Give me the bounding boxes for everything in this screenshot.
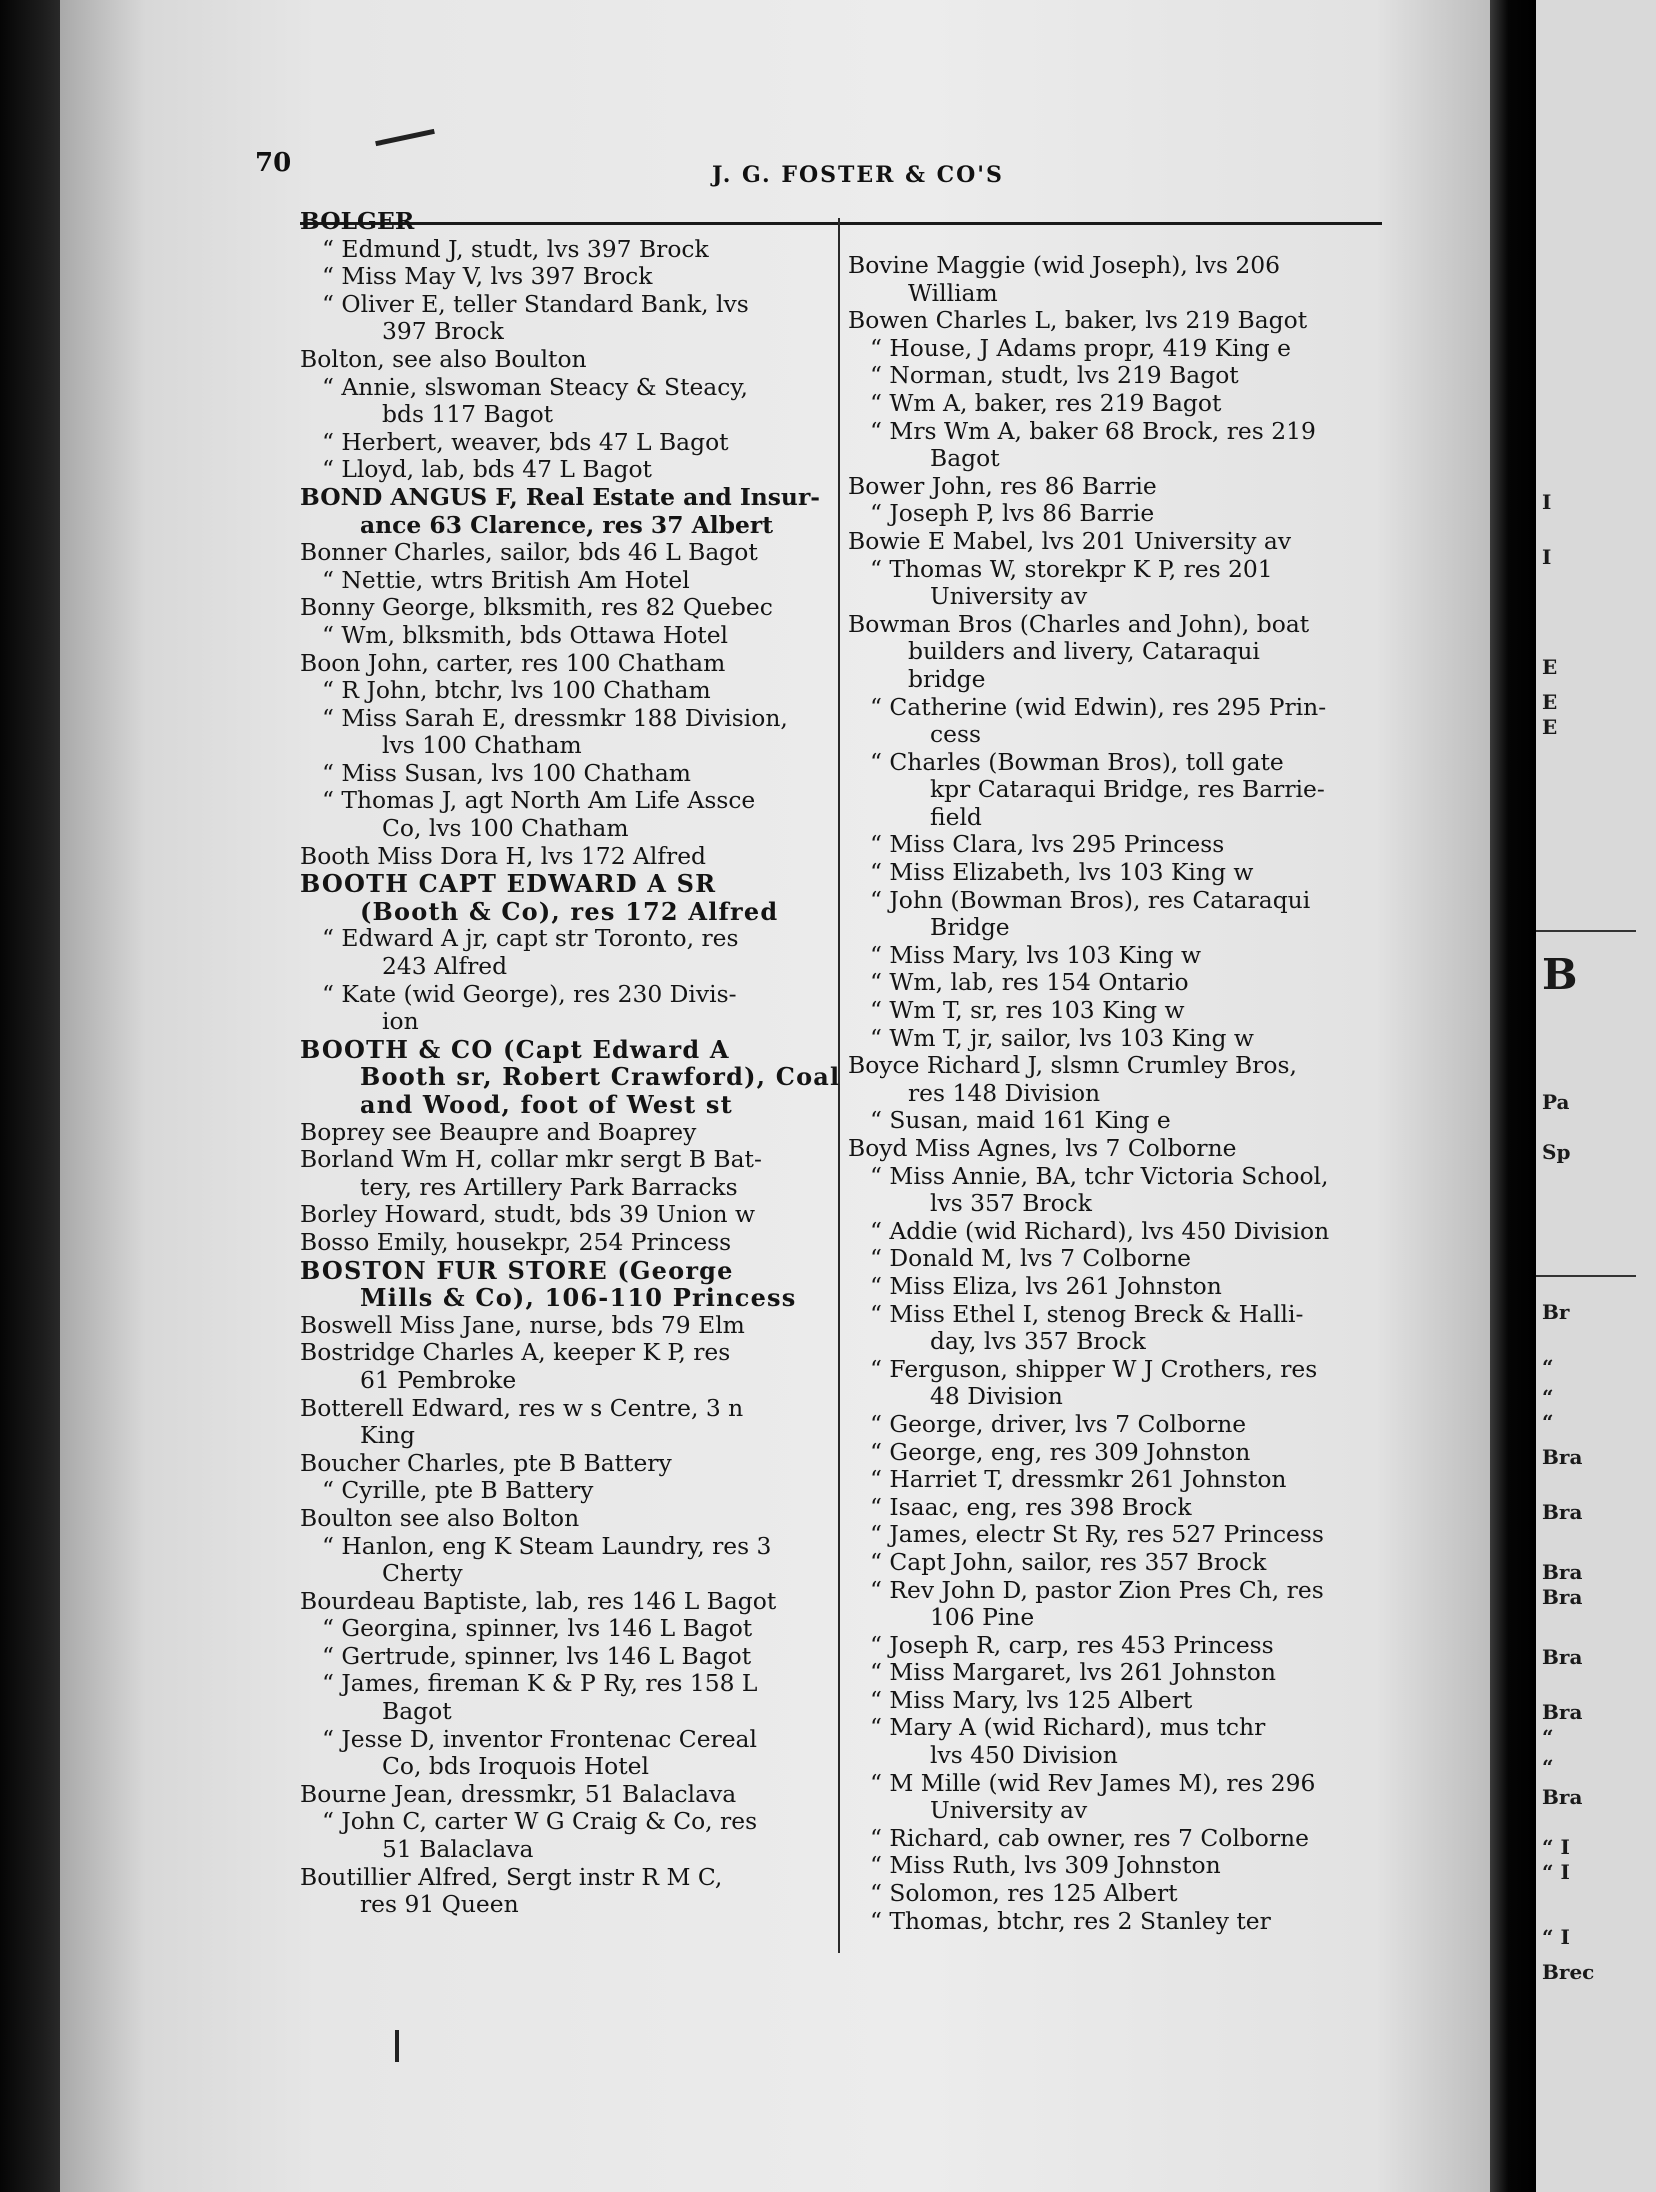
directory-entry <box>300 1670 820 1725</box>
directory-entry <box>848 1301 1378 1356</box>
entry-text: “ Donald M, lvs 7 Colborne <box>870 1244 1192 1273</box>
entry-text: Bower John, res 86 Barrie <box>848 471 1157 500</box>
entry-text: “ Miss Mary, lvs 125 Albert <box>870 1685 1193 1714</box>
entry-text: “ Mary A (wid Richard), mus tchr <box>870 1713 1266 1742</box>
directory-entry <box>848 694 1378 749</box>
entry-text: “ John C, carter W G Craig & Co, res <box>322 1807 758 1836</box>
entry-continuation: Booth sr, Robert Crawford), Coal <box>360 1062 841 1092</box>
directory-entry <box>848 1052 1378 1107</box>
entry-text: “ Capt John, sailor, res 357 Brock <box>870 1547 1267 1576</box>
entry-text: “ Gertrude, spinner, lvs 146 L Bagot <box>322 1641 752 1670</box>
entry-continuation: Co, lvs 100 Chatham <box>382 814 629 843</box>
adjacent-page-fragment: Bra <box>1542 1560 1583 1584</box>
entry-continuation: ance 63 Clarence, res 37 Albert <box>360 510 774 539</box>
entry-text: “ Edward A jr, capt str Toronto, res <box>322 924 739 953</box>
directory-entry <box>300 1146 820 1201</box>
entry-text: “ Catherine (wid Edwin), res 295 Prin- <box>870 692 1327 721</box>
entry-text: “ Addie (wid Richard), lvs 450 Division <box>870 1216 1330 1245</box>
directory-entry <box>300 594 820 622</box>
entry-text: Bourne Jean, dressmkr, 51 Balaclava <box>300 1779 737 1808</box>
entry-continuation: and Wood, foot of West st <box>360 1090 733 1119</box>
adjacent-page-fragment: Brec <box>1542 1960 1595 1984</box>
entry-text: Booth Miss Dora H, lvs 172 Alfred <box>300 841 707 870</box>
entry-text: “ James, fireman K & P Ry, res 158 L <box>322 1669 758 1698</box>
directory-entry <box>848 1466 1378 1494</box>
directory-entry <box>300 1615 820 1643</box>
directory-entry <box>848 887 1378 942</box>
entry-text: “ Cyrille, pte B Battery <box>322 1476 594 1505</box>
entry-continuation: Cherty <box>382 1559 463 1588</box>
entry-text: “ Edmund J, studt, lvs 397 Brock <box>322 234 709 263</box>
entry-continuation: 106 Pine <box>930 1603 1035 1632</box>
entry-text: “ Thomas, btchr, res 2 Stanley ter <box>870 1906 1271 1935</box>
entry-text: “ Wm, lab, res 154 Ontario <box>870 968 1189 997</box>
entry-text: “ Annie, slswoman Steacy & Steacy, <box>322 372 748 401</box>
entry-text: “ George, driver, lvs 7 Colborne <box>870 1409 1247 1438</box>
page-gutter <box>1490 0 1536 2192</box>
directory-entry <box>300 1119 820 1147</box>
directory-entry <box>848 1025 1378 1053</box>
directory-entry <box>848 1439 1378 1467</box>
adjacent-page-fragment: Bra <box>1542 1445 1583 1469</box>
entry-continuation: builders and livery, Cataraqui <box>908 637 1260 666</box>
entry-text: “ Wm, blksmith, bds Ottawa Hotel <box>322 620 729 649</box>
directory-entry <box>848 252 1378 307</box>
directory-entry <box>300 456 820 484</box>
entry-continuation: Co, bds Iroquois Hotel <box>382 1752 649 1781</box>
directory-entry <box>848 390 1378 418</box>
entry-text: “ Rev John D, pastor Zion Pres Ch, res <box>870 1575 1324 1604</box>
entry-continuation: kpr Cataraqui Bridge, res Barrie- <box>930 775 1325 804</box>
directory-entry <box>300 1643 820 1671</box>
adjacent-page-fragment: I <box>1542 490 1552 514</box>
entry-continuation: day, lvs 357 Brock <box>930 1327 1146 1356</box>
directory-entry <box>300 1395 820 1450</box>
entry-text: Bolton, see also Boulton <box>300 344 587 373</box>
entry-text: Bosso Emily, housekpr, 254 Princess <box>300 1227 732 1256</box>
directory-entry <box>300 236 820 264</box>
entry-continuation: bds 117 Bagot <box>382 400 554 429</box>
entry-text: “ Joseph P, lvs 86 Barrie <box>870 499 1155 528</box>
directory-entry <box>848 1245 1378 1273</box>
directory-entry <box>300 787 820 842</box>
entry-text: “ Wm T, sr, res 103 King w <box>870 996 1185 1025</box>
entry-continuation: King <box>360 1421 415 1450</box>
entry-text: “ Miss Elizabeth, lvs 103 King w <box>870 858 1254 887</box>
directory-entry <box>848 528 1378 556</box>
directory-entry <box>300 760 820 788</box>
entry-continuation: Bagot <box>930 444 1000 473</box>
adjacent-page-fragment: E <box>1542 690 1558 714</box>
running-header: J. G. FOSTER & CO'S <box>712 162 1004 188</box>
directory-entry <box>300 870 820 925</box>
entry-text: “ Miss Ethel I, stenog Breck & Halli- <box>870 1299 1304 1328</box>
directory-entry <box>300 1312 820 1340</box>
entry-continuation: Bridge <box>930 913 1010 942</box>
left-column <box>300 207 841 1919</box>
directory-entry <box>300 622 820 650</box>
adjacent-page-fragment: Br <box>1542 1300 1570 1324</box>
entry-text: BOLGER <box>300 207 415 235</box>
directory-entry <box>848 1494 1378 1522</box>
adjacent-page-fragment: Pa <box>1542 1090 1570 1114</box>
entry-text: Botterell Edward, res w s Centre, 3 n <box>300 1393 744 1422</box>
entry-text: “ Herbert, weaver, bds 47 L Bagot <box>322 427 729 456</box>
directory-entry <box>848 1908 1378 1936</box>
directory-entry <box>300 981 820 1036</box>
entry-text: “ Harriet T, dressmkr 261 Johnston <box>870 1465 1287 1494</box>
entry-text: “ Wm A, baker, res 219 Bagot <box>870 388 1222 417</box>
directory-entry <box>300 843 820 871</box>
entry-text: “ George, eng, res 309 Johnston <box>870 1437 1251 1466</box>
directory-entry <box>848 1135 1378 1163</box>
directory-entry <box>300 1034 841 1119</box>
directory-entry <box>300 1339 820 1394</box>
entry-text: “ M Mille (wid Rev James M), res 296 <box>870 1768 1316 1797</box>
directory-entry <box>848 831 1378 859</box>
directory-entry <box>300 484 820 539</box>
adjacent-page-fragment: “ <box>1542 1410 1554 1434</box>
directory-entry <box>300 346 820 374</box>
entry-text: “ Miss Susan, lvs 100 Chatham <box>322 758 691 787</box>
directory-entry <box>300 677 820 705</box>
directory-entry <box>300 650 820 678</box>
entry-text: “ Kate (wid George), res 230 Divis- <box>322 979 737 1008</box>
entry-continuation: University av <box>930 582 1088 611</box>
entry-text: “ Norman, studt, lvs 219 Bagot <box>870 361 1239 390</box>
entry-text: Bowen Charles L, baker, lvs 219 Bagot <box>848 306 1308 335</box>
directory-entry <box>848 997 1378 1025</box>
directory-entry <box>300 1257 820 1312</box>
directory-entry <box>848 418 1378 473</box>
entry-text: “ Lloyd, lab, bds 47 L Bagot <box>322 455 652 484</box>
directory-entry <box>848 1714 1378 1769</box>
entry-text: Boyd Miss Agnes, lvs 7 Colborne <box>848 1134 1237 1162</box>
entry-text: Bonny George, blksmith, res 82 Quebec <box>300 593 773 622</box>
entry-text: “ Jesse D, inventor Frontenac Cereal <box>322 1724 757 1753</box>
entry-text: “ Miss Ruth, lvs 309 Johnston <box>870 1851 1221 1880</box>
directory-entry <box>848 1880 1378 1908</box>
directory-entry <box>848 1411 1378 1439</box>
entry-text: Boucher Charles, pte B Battery <box>300 1448 672 1477</box>
directory-entry <box>848 1521 1378 1549</box>
directory-entry <box>300 1505 820 1533</box>
directory-entry <box>300 925 820 980</box>
directory-entry <box>300 567 820 595</box>
entry-text: “ Hanlon, eng K Steam Laundry, res 3 <box>322 1531 772 1560</box>
entry-continuation: William <box>908 278 998 307</box>
adjacent-page-fragment: Bra <box>1542 1585 1583 1609</box>
adjacent-page-fragment: Bra <box>1542 1785 1583 1809</box>
entry-text: Boulton see also Bolton <box>300 1503 580 1532</box>
entry-text: “ Wm T, jr, sailor, lvs 103 King w <box>870 1023 1254 1052</box>
entry-text: Boyce Richard J, slsmn Crumley Bros, <box>848 1051 1297 1080</box>
ink-mark <box>395 2030 399 2062</box>
entry-text: “ Thomas W, storekpr K P, res 201 <box>870 554 1273 583</box>
adjacent-page-rule <box>1536 1275 1636 1277</box>
directory-entry <box>848 335 1378 363</box>
directory-entry <box>848 859 1378 887</box>
adjacent-page-rule <box>1536 930 1636 932</box>
page-number: 70 <box>255 148 292 178</box>
directory-entry <box>848 969 1378 997</box>
entry-text: “ James, electr St Ry, res 527 Princess <box>870 1520 1324 1549</box>
entry-text: “ John (Bowman Bros), res Cataraqui <box>870 885 1311 914</box>
entry-continuation: (Booth & Co), res 172 Alfred <box>360 896 779 926</box>
directory-entry <box>300 1229 820 1257</box>
entry-text: Borland Wm H, collar mkr sergt B Bat- <box>300 1145 762 1174</box>
entry-text: “ Nettie, wtrs British Am Hotel <box>322 565 690 594</box>
entry-continuation: bridge <box>908 664 986 693</box>
directory-entry <box>848 1687 1378 1715</box>
directory-entry <box>300 539 820 567</box>
directory-entry <box>848 1825 1378 1853</box>
directory-entry <box>848 749 1378 832</box>
directory-entry <box>848 1273 1378 1301</box>
entry-text: Borley Howard, studt, bds 39 Union w <box>300 1200 756 1229</box>
entry-text: Bowie E Mabel, lvs 201 University av <box>848 526 1292 555</box>
directory-entry <box>300 1533 820 1588</box>
entry-continuation: tery, res Artillery Park Barracks <box>360 1172 738 1201</box>
entry-text: “ Solomon, res 125 Albert <box>870 1879 1178 1908</box>
adjacent-page-fragment: “ <box>1542 1385 1554 1409</box>
directory-entry <box>300 1201 820 1229</box>
entry-text: Bostridge Charles A, keeper K P, res <box>300 1338 731 1367</box>
entry-text: Bonner Charles, sailor, bds 46 L Bagot <box>300 538 758 567</box>
entry-continuation: ion <box>382 1007 419 1036</box>
directory-entry <box>848 1659 1378 1687</box>
directory-entry <box>300 1781 820 1809</box>
entry-continuation: Mills & Co), 106-110 Princess <box>360 1283 797 1313</box>
directory-entry <box>300 1450 820 1478</box>
directory-entry <box>848 1577 1378 1632</box>
directory-entry <box>300 1864 820 1919</box>
entry-text: “ Miss Margaret, lvs 261 Johnston <box>870 1658 1276 1687</box>
directory-entry <box>848 1632 1378 1660</box>
directory-entry <box>848 1107 1378 1135</box>
adjacent-page-fragment: Bra <box>1542 1500 1583 1524</box>
entry-continuation: res 148 Division <box>908 1078 1101 1107</box>
entry-text: BOOTH & CO (Capt Edward A <box>300 1034 730 1064</box>
entry-continuation: res 91 Queen <box>360 1890 519 1919</box>
directory-entry <box>848 362 1378 390</box>
entry-text: “ Georgina, spinner, lvs 146 L Bagot <box>322 1614 753 1643</box>
entry-continuation: 61 Pembroke <box>360 1365 517 1394</box>
entry-text: Bourdeau Baptiste, lab, res 146 L Bagot <box>300 1586 777 1615</box>
directory-entry <box>848 611 1378 694</box>
entry-text: Boon John, carter, res 100 Chatham <box>300 648 726 677</box>
entry-text: “ House, J Adams propr, 419 King e <box>870 333 1291 362</box>
entry-continuation: University av <box>930 1796 1088 1825</box>
directory-entry <box>848 942 1378 970</box>
adjacent-page-fragment: “ <box>1542 1725 1554 1749</box>
entry-text: “ Mrs Wm A, baker 68 Brock, res 219 <box>870 416 1316 445</box>
entry-text: “ Isaac, eng, res 398 Brock <box>870 1492 1192 1521</box>
entry-continuation: field <box>930 802 982 831</box>
entry-text: Boswell Miss Jane, nurse, bds 79 Elm <box>300 1310 745 1339</box>
entry-continuation: lvs 357 Brock <box>930 1189 1092 1218</box>
adjacent-page-fragment: Bra <box>1542 1645 1583 1669</box>
entry-text: “ Miss Eliza, lvs 261 Johnston <box>870 1271 1222 1300</box>
entry-text: “ Richard, cab owner, res 7 Colborne <box>870 1823 1309 1852</box>
directory-entry <box>848 1163 1378 1218</box>
entry-text: “ Oliver E, teller Standard Bank, lvs <box>322 289 749 318</box>
adjacent-page-edge <box>1536 0 1656 2192</box>
entry-text: “ Miss Mary, lvs 103 King w <box>870 940 1201 969</box>
entry-text: “ Ferguson, shipper W J Crothers, res <box>870 1354 1318 1383</box>
adjacent-page-fragment: Sp <box>1542 1140 1571 1164</box>
directory-entry <box>848 1852 1378 1880</box>
directory-entry <box>300 1808 820 1863</box>
entry-text: BOND ANGUS F, Real Estate and Insur- <box>300 482 820 511</box>
adjacent-page-fragment: E <box>1542 715 1558 739</box>
entry-continuation: lvs 450 Division <box>930 1741 1118 1770</box>
adjacent-page-fragment: E <box>1542 655 1558 679</box>
directory-entry <box>300 374 820 429</box>
directory-entry <box>848 556 1378 611</box>
entry-text: “ Miss Clara, lvs 295 Princess <box>870 830 1225 859</box>
directory-entry <box>300 263 820 291</box>
entry-text: BOSTON FUR STORE (George <box>300 1255 734 1285</box>
adjacent-page-fragment: I <box>1542 545 1552 569</box>
adjacent-page-fragment: Bra <box>1542 1700 1583 1724</box>
entry-text: “ Joseph R, carp, res 453 Princess <box>870 1630 1274 1659</box>
entry-text: Boutillier Alfred, Sergt instr R M C, <box>300 1862 723 1891</box>
directory-entry <box>848 1549 1378 1577</box>
directory-entry <box>300 429 820 457</box>
directory-entry <box>848 473 1378 501</box>
entry-text: Boprey see Beaupre and Boaprey <box>300 1117 697 1146</box>
directory-entry <box>848 1218 1378 1246</box>
entry-text: “ Miss Annie, BA, tchr Victoria School, <box>870 1161 1329 1190</box>
entry-continuation: Bagot <box>382 1697 452 1726</box>
entry-text: Bowman Bros (Charles and John), boat <box>848 609 1310 638</box>
entry-continuation: 51 Balaclava <box>382 1835 534 1864</box>
entry-text: BOOTH CAPT EDWARD A SR <box>300 869 717 899</box>
directory-entry <box>300 1588 820 1616</box>
adjacent-page-fragment: B <box>1542 950 1578 999</box>
entry-text: Bovine Maggie (wid Joseph), lvs 206 <box>848 251 1281 279</box>
adjacent-page-fragment: “ <box>1542 1355 1554 1379</box>
directory-entry <box>300 291 820 346</box>
entry-text: “ Thomas J, agt North Am Life Assce <box>322 786 756 815</box>
entry-continuation: cess <box>930 720 981 749</box>
directory-entry <box>848 307 1378 335</box>
entry-continuation: lvs 100 Chatham <box>382 731 582 760</box>
directory-entry <box>300 208 820 236</box>
entry-text: “ Charles (Bowman Bros), toll gate <box>870 747 1284 776</box>
entry-continuation: 243 Alfred <box>382 952 508 981</box>
adjacent-page-fragment: “ I <box>1542 1835 1570 1859</box>
entry-continuation: 48 Division <box>930 1382 1063 1411</box>
directory-entry <box>848 1770 1378 1825</box>
adjacent-page-fragment: “ I <box>1542 1925 1570 1949</box>
entry-text: “ Miss Sarah E, dressmkr 188 Division, <box>322 703 788 732</box>
adjacent-page-fragment: “ I <box>1542 1860 1570 1884</box>
adjacent-page-fragment: “ <box>1542 1755 1554 1779</box>
entry-continuation: 397 Brock <box>382 317 504 346</box>
right-column <box>848 252 1378 1935</box>
directory-entry <box>300 1726 820 1781</box>
entry-text: “ Miss May V, lvs 397 Brock <box>322 262 653 291</box>
directory-entry <box>300 705 820 760</box>
directory-entry <box>300 1477 820 1505</box>
directory-entry <box>848 500 1378 528</box>
directory-entry <box>848 1356 1378 1411</box>
entry-text: “ Susan, maid 161 King e <box>870 1106 1171 1135</box>
entry-text: “ R John, btchr, lvs 100 Chatham <box>322 676 711 705</box>
